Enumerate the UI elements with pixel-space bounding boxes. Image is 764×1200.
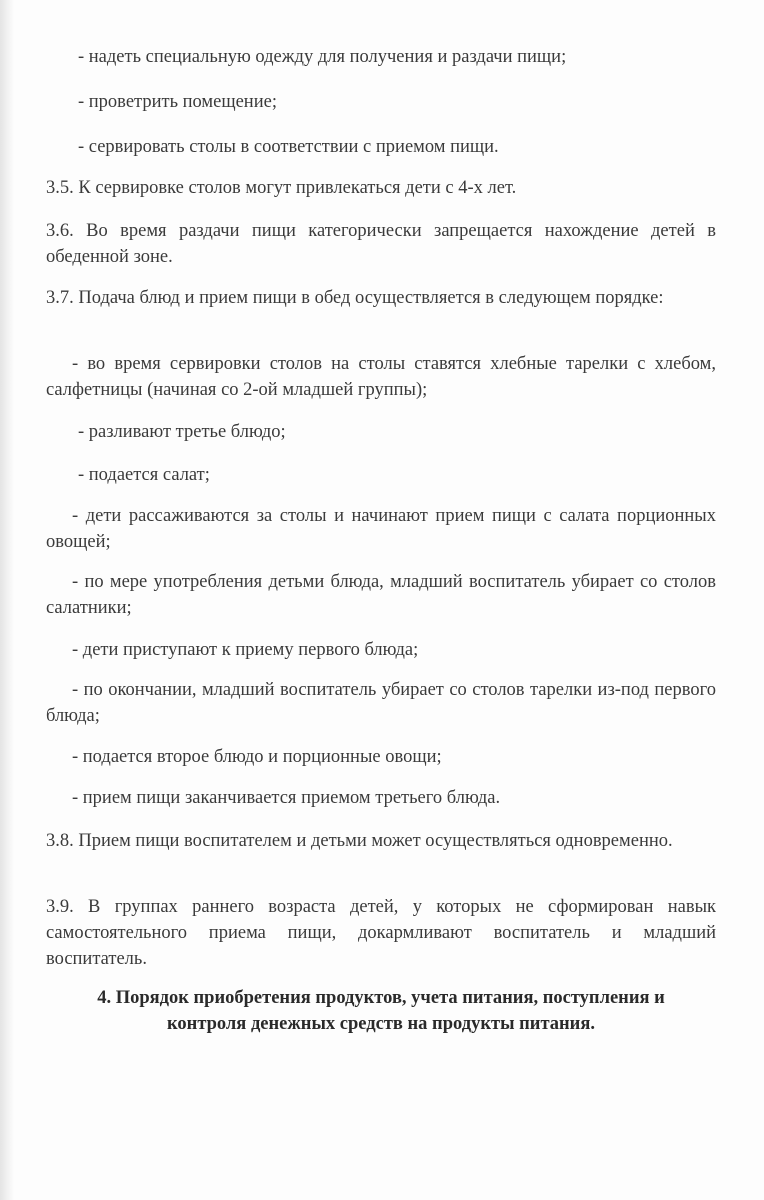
- paragraph-3-8: 3.8. Прием пищи воспитателем и детьми может осуществляться одновременно.: [46, 831, 673, 851]
- list-item: - дети рассаживаются за столы и начинают прием пищи с салата порционных овощей;: [46, 506, 716, 552]
- list-item: - прием пищи заканчивается приемом третьего блюда.: [72, 788, 501, 808]
- paragraph-3-9: 3.9. В группах раннего возраста детей, у которых не сформирован навык самостоятельного приема пищи, докармливают воспитатель и младший воспитатель.: [46, 897, 716, 969]
- list-item: - подается второе блюдо и порционные овощи;: [72, 747, 442, 767]
- list-item: - подается салат;: [78, 465, 210, 485]
- list-item: - надеть специальную одежду для получения и раздачи пищи;: [78, 47, 567, 67]
- scan-edge-shadow: [0, 0, 14, 1200]
- list-item: - сервировать столы в соответствии с приемом пищи.: [78, 137, 499, 157]
- list-item: - по окончании, младший воспитатель убирает со столов тарелки из-под первого блюда;: [46, 680, 716, 726]
- section-heading-line-1: 4. Порядок приобретения продуктов, учета питания, поступления и: [97, 988, 665, 1008]
- paragraph-3-7: 3.7. Подача блюд и прием пищи в обед осуществляется в следующем порядке:: [46, 288, 664, 308]
- paragraph-3-6: 3.6. Во время раздачи пищи категорически запрещается нахождение детей в обеденной зоне.: [46, 221, 716, 267]
- list-item: - по мере употребления детьми блюда, младший воспитатель убирает со столов салатники;: [46, 572, 716, 618]
- list-item: - проветрить помещение;: [78, 92, 277, 112]
- paragraph-3-5: 3.5. К сервировке столов могут привлекаться дети с 4-х лет.: [46, 178, 517, 198]
- list-item: - дети приступают к приему первого блюда;: [72, 640, 419, 660]
- list-item: - во время сервировки столов на столы ставятся хлебные тарелки с хлебом, салфетницы (начиная со 2-ой младшей группы);: [46, 354, 716, 400]
- section-heading-line-2: контроля денежных средств на продукты питания.: [167, 1014, 595, 1034]
- list-item: - разливают третье блюдо;: [78, 422, 286, 442]
